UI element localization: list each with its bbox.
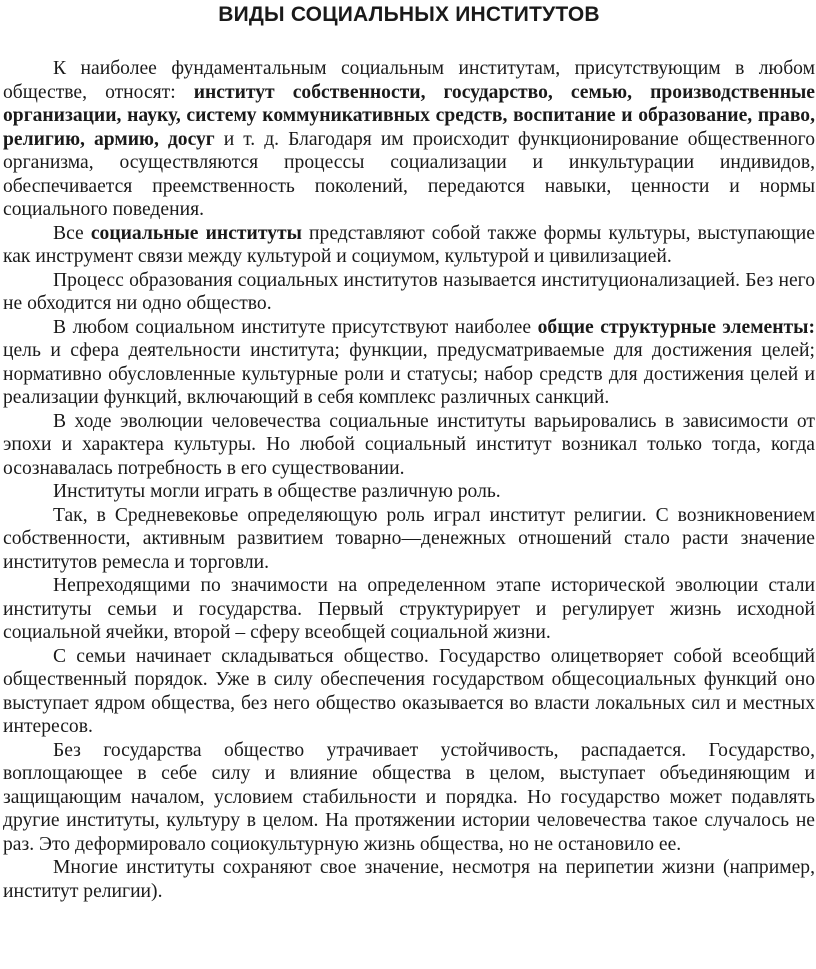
bold-social-institutions: социальные институты — [90, 222, 302, 244]
paragraph-middle-ages: Так, в Средневековье определяющую роль играл институт религии. С возникновением собственности, активным развитием товарно—денежных отношений стало расти значение институтов ремесла и торговли. — [3, 504, 815, 573]
paragraph-text: цель и сфера деятельности института; функции, предусматриваемые для достижения целей; нормативно обусловленные культурные роли и статусы; набор средств для достижения целей и реализации функций, включающий в себя комплекс различных санкций. — [3, 340, 815, 408]
paragraph-family-state: Непреходящими по значимости на определенном этапе исторической эволюции стали институты семьи и государства. Первый структурирует и регулирует жизнь исходной социальной ячейки, второй – сферу всеобщей социальной жизни. — [3, 575, 815, 643]
bold-structural-elements: общие структурные элементы: — [537, 316, 815, 338]
paragraph-text: Все — [53, 222, 91, 244]
paragraph-text: представляют собой также формы культуры, выступающие как инструмент связи между культурой и социумом, культурой и цивилизацией. — [3, 222, 815, 267]
page-title: ВИДЫ СОЦИАЛЬНЫХ ИНСТИТУТОВ — [218, 3, 600, 26]
paragraph-evolution: В ходе эволюции человечества социальные институты варьировались в зависимости от эпохи и характера культуры. Но любой социальный институт возникал только тогда, когда осознавалась потребность в его существовании. — [3, 410, 815, 479]
paragraph-text: К наиболее фундаментальным социальным институтам, присутствующим в любом обществе, относят: — [3, 58, 815, 103]
paragraph-text: и т. д. Благодаря им происходит функционирование общественного организма, осуществляются процессы социализации и инкультурации индивидов, обеспечивается преемственность поколений, передаются навыки, ценности и нормы социального поведения. — [3, 128, 815, 220]
paragraph-culture-forms — [3, 222, 815, 269]
bold-institutions-list: институт собственности, государство, семью, производственные организации, науку, систему коммуникативных средств, воспитание и образование, право, религию, армию, досуг — [3, 81, 815, 150]
paragraph-structural-elements — [3, 316, 815, 410]
paragraph-stability: Без государства общество утрачивает устойчивость, распадается. Государство, воплощающее в себе силу и влияние общества в целом, выступает объединяющим и защищающим началом, условием стабильности и порядка. Но государство может подавлять другие институты, культуру в целом. На протяжении истории человечества такое случалось не раз. Это деформировало социокультурную жизнь общества, но не остановило ее. — [3, 739, 815, 855]
paragraph-institutions-list — [3, 57, 815, 222]
paragraph-society-begins: С семьи начинает складываться общество. Государство олицетворяет собой всеобщий общественный порядок. Уже в силу обеспечения государством общесоциальных функций оно выступает ядром общества, без него общество оказывается во власти локальных сил и местных интересов. — [3, 645, 815, 737]
paragraph-text: В любом социальном институте присутствуют наиболее — [53, 316, 538, 338]
paragraph-institutionalization: Процесс образования социальных институтов называется институционализацией. Без него не обходится ни одно общество. — [3, 269, 815, 314]
paragraph-significance: Многие институты сохраняют свое значение, несмотря на перипетии жизни (например, институт религии). — [3, 857, 815, 902]
paragraph-roles: Институты могли играть в обществе различную роль. — [53, 481, 501, 502]
